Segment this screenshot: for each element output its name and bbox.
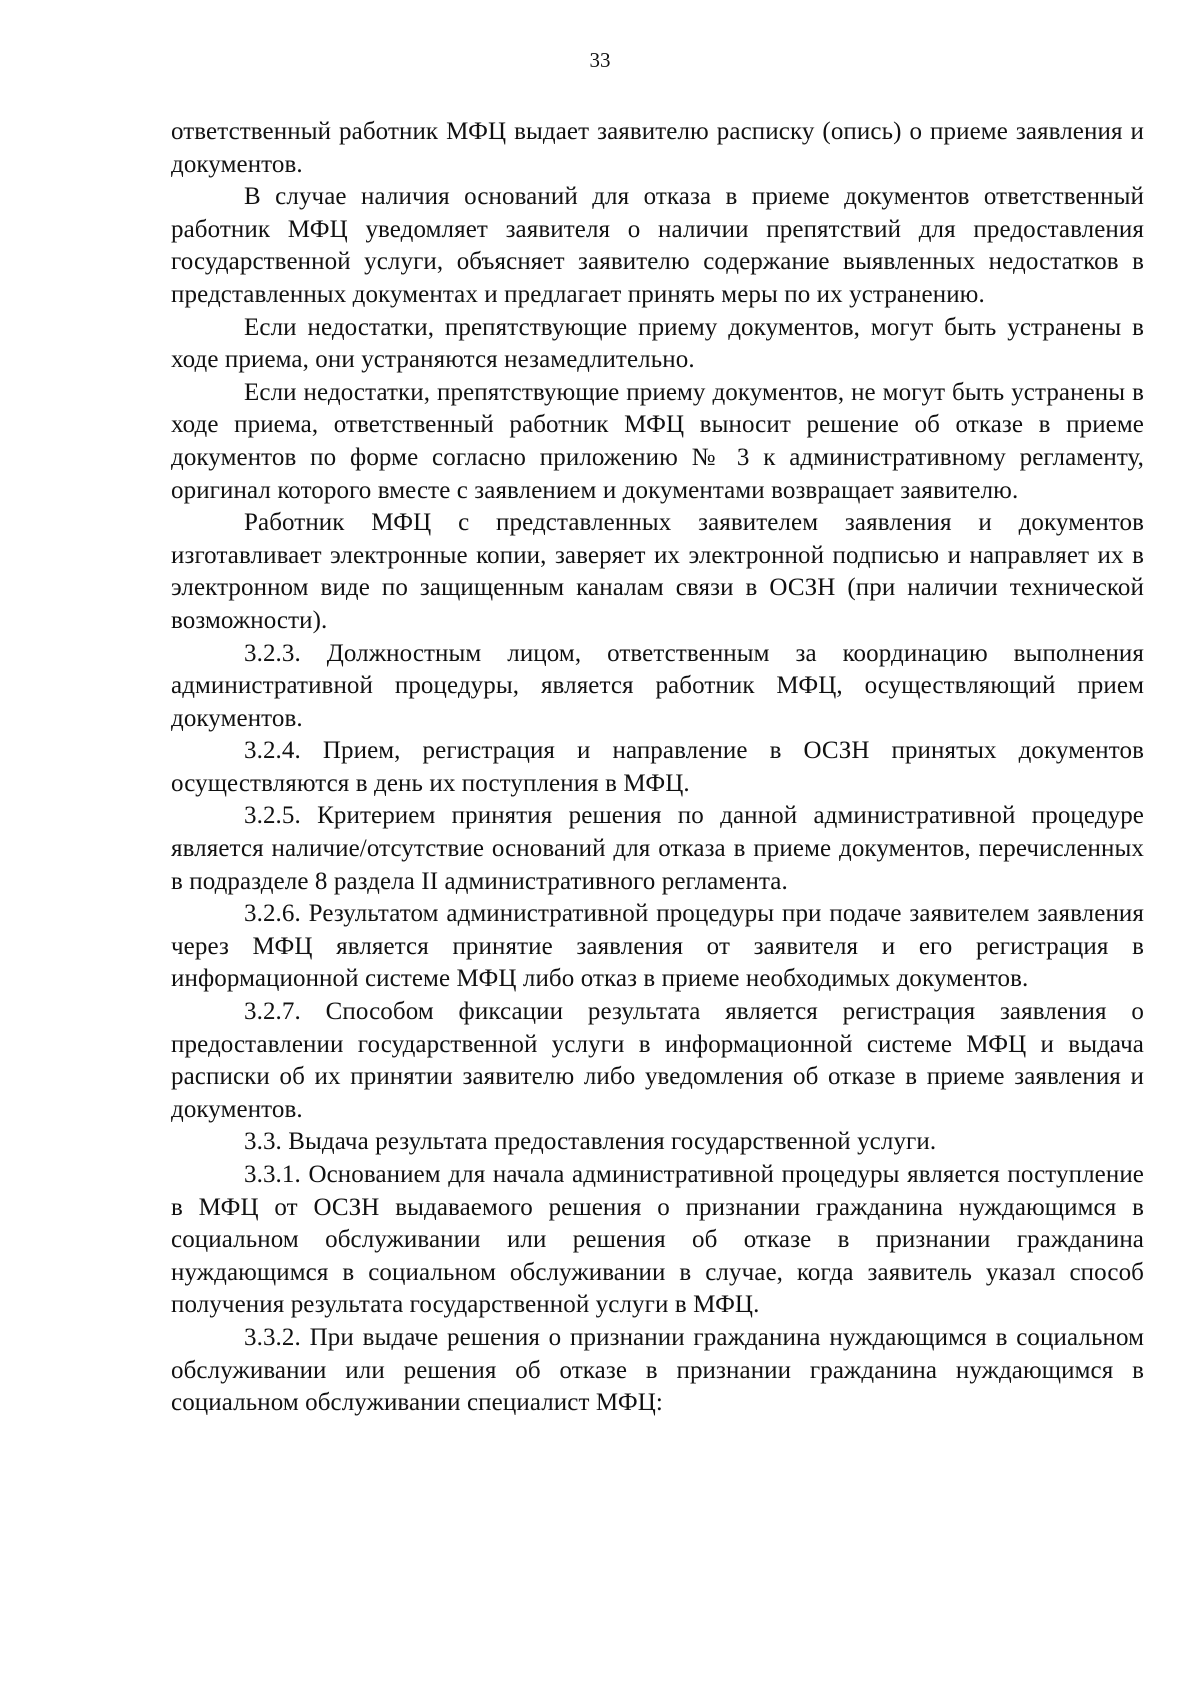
paragraph: 3.3. Выдача результата предоставления государственной услуги. bbox=[244, 1128, 937, 1156]
paragraph: 3.3.1. Основанием для начала административной процедуры является поступление в МФЦ от ОСЗН выдаваемого решения о признании гражданина нуждающимся в социальном обслуживании или решения об отказе в признании гражданина нуждающимся в социальном обслуживании в случае, когда заявитель указал способ получения результата государственной услуги в МФЦ. bbox=[171, 1161, 1144, 1319]
paragraph: 3.2.7. Способом фиксации результата является регистрация заявления о предоставлении государственной услуги в информационной системе МФЦ и выдача расписки об их принятии заявителю либо уведомления об отказе в приеме заявления и документов. bbox=[171, 998, 1144, 1123]
paragraph: Если недостатки, препятствующие приему документов, не могут быть устранены в ходе приема, ответственный работник МФЦ выносит решение об отказе в приеме документов по форме согласно приложению № 3 к административному регламенту, оригинал которого вместе с заявлением и документами возвращает заявителю. bbox=[171, 378, 1144, 504]
paragraph: 3.2.6. Результатом административной процедуры при подаче заявителем заявления через МФЦ является принятие заявления от заявителя и его регистрация в информационной системе МФЦ либо отказ в приеме необходимых документов. bbox=[171, 900, 1144, 993]
paragraph: ответственный работник МФЦ выдает заявителю расписку (опись) о приеме заявления и документов. bbox=[171, 118, 1144, 178]
paragraph: В случае наличия оснований для отказа в приеме документов ответственный работник МФЦ уведомляет заявителя о наличии препятствий для предоставления государственной услуги, объясняет заявителю содержание выявленных недостатков в представленных документах и предлагает принять меры по их устранению. bbox=[171, 183, 1144, 308]
paragraph: Работник МФЦ с представленных заявителем заявления и документов изготавливает электронные копии, заверяет их электронной подписью и направляет их в электронном виде по защищенным каналам связи в ОСЗН (при наличии технической возможности). bbox=[171, 509, 1144, 634]
paragraph: Если недостатки, препятствующие приему документов, могут быть устранены в ходе приема, они устраняются незамедлительно. bbox=[171, 313, 1144, 374]
paragraph: 3.2.5. Критерием принятия решения по данной административной процедуре является наличие/отсутствие оснований для отказа в приеме документов, перечисленных в подразделе 8 раздела II административного регламента. bbox=[171, 802, 1144, 895]
paragraph: 3.2.3. Должностным лицом, ответственным за координацию выполнения административной процедуры, является работник МФЦ, осуществляющий прием документов. bbox=[171, 639, 1144, 732]
paragraph: 3.2.4. Прием, регистрация и направление в ОСЗН принятых документов осуществляются в день их поступления в МФЦ. bbox=[171, 737, 1144, 797]
paragraph: 3.3.2. При выдаче решения о признании гражданина нуждающимся в социальном обслуживании или решения об отказе в признании гражданина нуждающимся в социальном обслуживании специалист МФЦ: bbox=[171, 1323, 1144, 1417]
page-number: 33 bbox=[589, 48, 611, 72]
document-body bbox=[171, 116, 1144, 1420]
